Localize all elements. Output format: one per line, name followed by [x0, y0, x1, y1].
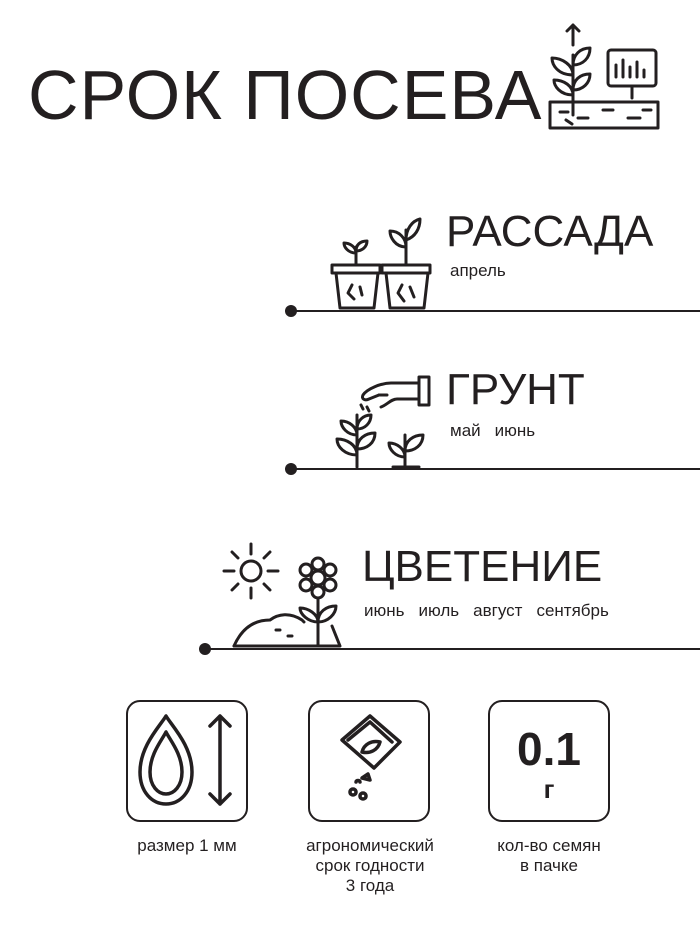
stage-title-flowering: ЦВЕТЕНИЕ	[362, 542, 603, 591]
seed-size-caption: размер 1 мм	[137, 836, 237, 855]
stage-title-ground: ГРУНТ	[446, 365, 585, 414]
timeline-dot-ground	[285, 463, 297, 475]
month-label: июнь	[364, 601, 405, 620]
month-label: апрель	[450, 261, 506, 280]
stage-months-flowering	[364, 602, 609, 619]
seed-packet-icon	[334, 712, 406, 802]
seed-quantity-caption: кол-во семян в пачке	[497, 836, 601, 875]
timeline-dot-flowering	[199, 643, 211, 655]
month-label: июнь	[494, 421, 536, 440]
seed-quantity-unit: г	[543, 774, 555, 804]
month-label: сентябрь	[536, 601, 609, 620]
month-label: август	[473, 601, 523, 620]
shelf-life-caption: агрономический срок годности 3 года	[306, 836, 434, 895]
stage-months-seedlings	[450, 262, 520, 279]
seed-quantity-value: 0.1	[517, 723, 581, 775]
page-title: СРОК ПОСЕВА	[28, 56, 543, 134]
month-label: июль	[418, 601, 460, 620]
plant-growth-monitor-icon	[548, 20, 663, 135]
hand-planting-icon	[333, 375, 433, 470]
month-label: май	[450, 421, 481, 440]
seedling-pots-icon	[330, 215, 432, 310]
timeline-line-seedlings	[290, 310, 700, 312]
flower-field-icon	[232, 556, 344, 648]
timeline-dot-seedlings	[285, 305, 297, 317]
stage-title-seedlings: РАССАДА	[446, 207, 654, 256]
stage-months-ground	[450, 422, 549, 439]
seed-size-icon	[138, 712, 238, 812]
timeline-line-flowering	[204, 648, 700, 650]
